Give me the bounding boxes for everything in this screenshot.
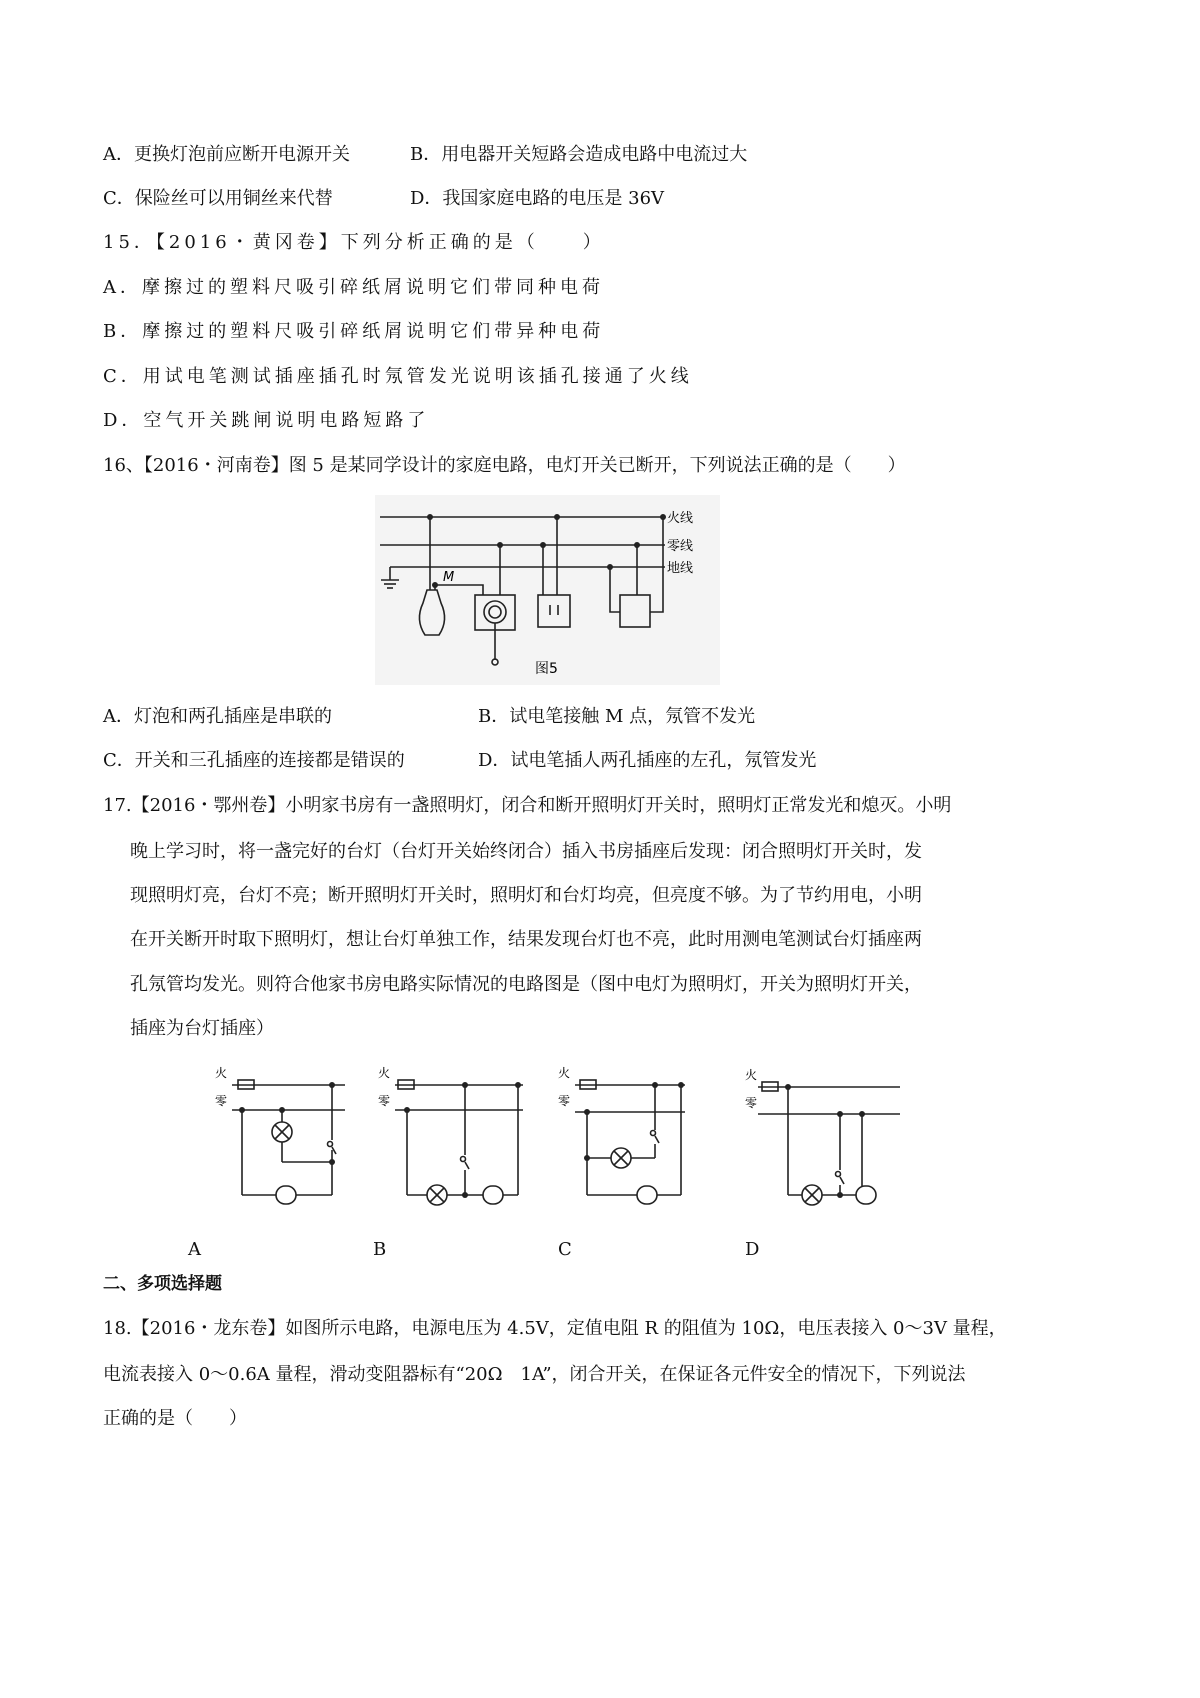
label-live: 火 — [558, 1066, 571, 1080]
q15-option-d: D．空气开关跳闸说明电路短路了 — [103, 410, 430, 431]
label-point-m: M — [443, 570, 455, 585]
label-neutral: 零 — [745, 1096, 758, 1110]
q17-line-5: 孔氖管均发光。则符合他家书房电路实际情况的电路图是（图中电灯为照明灯，开关为照明灯开关， — [130, 974, 922, 995]
circuit-diagram-d — [740, 1060, 910, 1210]
q17-line-6: 插座为台灯插座） — [130, 1018, 274, 1039]
label-neutral-wire: 零线 — [667, 539, 694, 554]
label-live: 火 — [215, 1066, 228, 1080]
label-ground-wire: 地线 — [667, 561, 694, 576]
circuit-diagram-b — [375, 1060, 535, 1210]
q18-line-3: 正确的是（ ） — [103, 1408, 247, 1429]
q16-option-a: A．灯泡和两孔插座是串联的 — [103, 706, 332, 727]
q17-line-4: 在开关断开时取下照明灯，想让台灯单独工作，结果发现台灯也不亮，此时用测电笔测试台灯插座两 — [130, 929, 922, 950]
q17-line-3: 现照明灯亮，台灯不亮；断开照明灯开关时，照明灯和台灯均亮，但亮度不够。为了节约用电，小明 — [130, 885, 922, 906]
q15-option-b: B．摩擦过的塑料尺吸引碎纸屑说明它们带异种电荷 — [103, 321, 605, 342]
q17-option-b: B — [373, 1239, 387, 1260]
figure-caption: 图5 — [535, 661, 558, 677]
q17-line-2: 晚上学习时，将一盏完好的台灯（台灯开关始终闭合）插入书房插座后发现：闭合照明灯开关时，发 — [130, 841, 922, 862]
q15-stem: 15．【2016・黄冈卷】下列分析正确的是（ ） — [103, 232, 605, 253]
q17-line-1: 17.【2016・鄂州卷】小明家书房有一盏照明灯，闭合和断开照明灯开关时，照明灯正常发光和熄灭。小明 — [103, 795, 952, 816]
q15-option-c: C．用试电笔测试插座插孔时氖管发光说明该插孔接通了火线 — [103, 366, 693, 387]
label-live-wire: 火线 — [667, 511, 694, 526]
q16-option-b: B．试电笔接触 M 点，氖管不发光 — [478, 706, 756, 727]
q16-option-d: D．试电笔插人两孔插座的左孔，氖管发光 — [478, 750, 817, 771]
q16-option-c: C．开关和三孔插座的连接都是错误的 — [103, 750, 405, 771]
q14-option-d: D．我国家庭电路的电压是 36V — [410, 188, 665, 209]
q14-option-c: C．保险丝可以用铜丝来代替 — [103, 188, 333, 209]
q17-option-a: A — [188, 1239, 201, 1260]
q16-stem: 16、【2016・河南卷】图 5 是某同学设计的家庭电路，电灯开关已断开，下列说法正确的是（ ） — [103, 455, 906, 476]
figure-5-household-circuit — [375, 495, 720, 685]
q18-line-2: 电流表接入 0～0.6A 量程，滑动变阻器标有“20Ω 1A”，闭合开关，在保证各元件安全的情况下，下列说法 — [103, 1364, 966, 1385]
q15-option-a: A．摩擦过的塑料尺吸引碎纸屑说明它们带同种电荷 — [103, 277, 604, 298]
label-neutral: 零 — [558, 1094, 571, 1108]
circuit-diagram-c — [555, 1060, 705, 1210]
label-live: 火 — [378, 1066, 391, 1080]
circuit-diagram-a — [210, 1060, 360, 1210]
q14-option-b: B．用电器开关短路会造成电路中电流过大 — [410, 144, 748, 165]
q17-option-d: D — [745, 1239, 760, 1260]
q17-option-c: C — [558, 1239, 572, 1260]
q18-line-1: 18.【2016・龙东卷】如图所示电路，电源电压为 4.5V，定值电阻 R 的阻值为 10Ω，电压表接入 0～3V 量程， — [103, 1318, 1007, 1339]
q14-option-a: A．更换灯泡前应断开电源开关 — [103, 144, 350, 165]
label-neutral: 零 — [378, 1094, 391, 1108]
label-neutral: 零 — [215, 1094, 228, 1108]
label-live: 火 — [745, 1068, 758, 1082]
section-heading: 二、多项选择题 — [103, 1274, 222, 1294]
